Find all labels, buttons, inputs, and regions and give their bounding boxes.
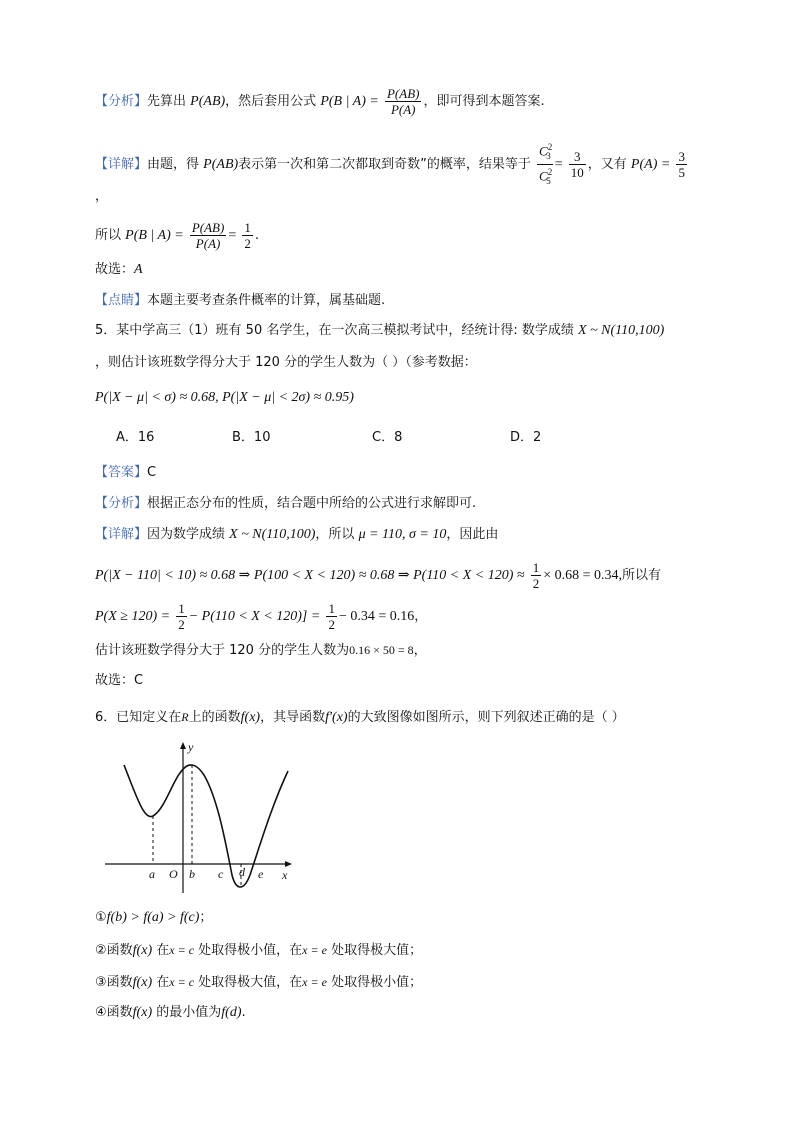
label-x: x [282, 868, 288, 882]
fraction: $\frac{1}{2}$ [328, 601, 335, 632]
answer-line: 【答案】C [95, 465, 157, 480]
label-a: a [149, 867, 155, 881]
statement-3: ③函数f(x) 在x = c 处取得极大值，在x = e 处取得极小值； [95, 975, 423, 990]
x-axis-arrow [285, 861, 292, 867]
detail-tag: 【详解】 [95, 527, 148, 542]
option-d: D．2 [510, 430, 542, 445]
label-e: e [258, 867, 264, 881]
option-a: A．16 [116, 430, 155, 445]
combination-fraction: $\frac{C^2_3}{C^2_5}$ [539, 142, 553, 186]
detail-line-4: P(|X − 110| < 10) ≈ 0.68 ⇒ P(100 < X < 120) ≈ 0.68 ⇒ P(110 < X < 120) ≈ $\frac{1}{2}$ × 0.68 = 0.34,所以有 [95, 560, 662, 591]
question-5-line-2: ，则估计该班数学得分大于 120 分的学生人数为（ ）（参考数据： [95, 355, 477, 370]
label-b: b [189, 867, 195, 881]
choice-line-2: 故选：C [95, 673, 144, 688]
detail-line-5: P(X ≥ 120) = $\frac{1}{2}$ − P(110 < X < 120)] = $\frac{1}{2}$ − 0.34 = 0.16， [95, 601, 428, 632]
label-d: d [239, 865, 245, 879]
detail-line-3: 【详解】因为数学成绩 X ~ N(110,100)，所以 μ = 110, σ = 10，因此由 [95, 527, 499, 542]
detail-comma: ， [95, 189, 109, 204]
statement-1: ①f(b) > f(a) > f(c)； [95, 910, 213, 925]
analysis-tag: 【分析】 [95, 496, 148, 511]
label-origin: O [169, 867, 178, 881]
answer-tag: 【答案】 [95, 465, 148, 480]
statement-2: ②函数f(x) 在x = c 处取得极小值，在x = e 处取得极大值； [95, 943, 423, 958]
analysis-tag: 【分析】 [95, 94, 148, 109]
detail-line-1: 【详解】由题，得 P(AB)表示第一次和第二次都取到奇数”的概率，结果等于 $\frac{C^2_3}{C^2_5}$ = $\frac{3}{10}$ ，又有 P(A) = $\frac{3}{5}$ [95, 140, 689, 189]
statement-4: ④函数f(x) 的最小值为f(d). [95, 1005, 246, 1020]
fraction: $\frac{P(AB)}{P(A)}$ [386, 86, 420, 117]
remark-tag: 【点睛】 [95, 293, 148, 308]
option-b: B．10 [232, 430, 271, 445]
derivative-graph [100, 735, 300, 900]
detail-tag: 【详解】 [95, 156, 148, 172]
question-5-reference: P(|X − μ| < σ) ≈ 0.68, P(|X − μ| < 2σ) ≈ 0.95) [95, 390, 354, 405]
y-axis-arrow [180, 742, 186, 749]
analysis-line-2: 【分析】根据正态分布的性质，结合题中所给的公式进行求解即可. [95, 496, 477, 511]
fraction: $\frac{1}{2}$ [178, 601, 185, 632]
option-c: C．8 [372, 430, 403, 445]
fraction: $\frac{3}{5}$ [678, 148, 685, 180]
remark-line: 【点睛】本题主要考查条件概率的计算，属基础题. [95, 293, 386, 308]
fraction: $\frac{3}{10}$ [570, 148, 584, 180]
question-5-line-1: 5．某中学高三（1）班有 50 名学生，在一次高三模拟考试中，经统计得: 数学成绩 X ~ N(110,100) [95, 323, 665, 338]
detail-line-6: 估计该班数学得分大于 120 分的学生人数为0.16 × 50 = 8， [95, 643, 427, 658]
choice-line: 故选：A [95, 262, 143, 277]
fraction: $\frac{P(AB)}{P(A)}$ [191, 220, 225, 251]
label-y: y [188, 740, 194, 754]
question-6-stem: 6．已知定义在R上的函数f(x)，其导函数f′(x)的大致图像如图所示，则下列叙述正确的是（ ） [95, 710, 625, 725]
fraction: $\frac{1}{2}$ [244, 220, 251, 251]
detail-line-2: 所以 P(B | A) = $\frac{P(AB)}{P(A)}$ = $\frac{1}{2}$ . [95, 220, 259, 251]
analysis-line-1: 【分析】先算出 P(AB)，然后套用公式 P(B | A) = $\frac{P(AB)}{P(A)}$ ，即可得到本题答案. [95, 86, 545, 117]
label-c: c [218, 867, 224, 881]
fraction: $\frac{1}{2}$ [532, 560, 540, 591]
